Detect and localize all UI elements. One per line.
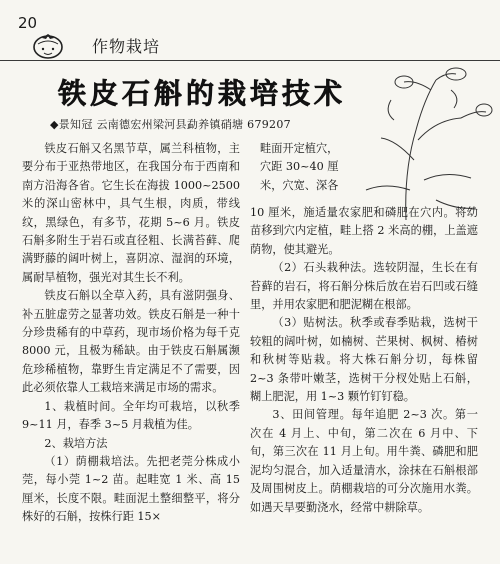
section-title: 作物栽培 — [92, 37, 161, 56]
paragraph: （3）贴树法。秋季或春季贴栽，选树干较粗的阔叶树，如楠树、芒果树、枫树、椿树和秋树等贴栽。将大株石斛分切，每株留 2~3 条带叶嫩茎，选树干分杈处贴上石斛，糊上肥泥，用 1~3 颗竹钉钉稳。 — [250, 316, 478, 404]
paragraph: （2）石头栽种法。选较阴湿，生长在有苔藓的岩石，将石斛分株后放在岩石凹或石缝里，并用农家肥和肥泥糊在根部。 — [250, 261, 478, 312]
text-line: 畦面开定植穴， — [260, 142, 339, 155]
tomato-logo-icon — [28, 30, 68, 60]
paragraph: 1、栽植时间。全年均可栽培，以秋季 9~11 月，春季 3~5 月栽植为佳。 — [22, 399, 240, 432]
article-title: 铁皮石斛的栽培技术 — [58, 77, 347, 110]
paragraph: 3、田间管理。每年追肥 2~3 次。第一次在 4 月上、中旬，第二次在 6 月中、下旬，第三次在 11 月上旬。用牛粪、磷肥和肥泥均匀混合，加入适量清水，涂抹在石斛根部及周围树皮上。荫棚栽培的可分次施用水粪。如遇天旱要勤浇水，经常中耕除草。 — [250, 408, 478, 514]
right-top-column — [260, 140, 360, 195]
text-line: 穴距 30~40 厘 — [260, 160, 339, 174]
right-column — [250, 204, 478, 517]
article-byline: ◆景知冠 云南德宏州梁河县勐养镇硝塘 679207 — [50, 118, 291, 131]
paragraph: 10 厘米，施适量农家肥和磷肥在穴内。将幼苗移到穴内定植，畦上搭 2 米高的棚，上盖遮荫物，使其避光。 — [250, 206, 478, 256]
page-number: 20 — [18, 14, 38, 32]
paragraph: 2、栽培方法 — [44, 436, 108, 450]
left-column — [22, 140, 240, 527]
paragraph: （1）荫棚栽培法。先把老莞分株成小莞，每小莞 1~2 苗。起畦宽 1 米、高 15 厘米，长度不限。畦面泥土整细整平，将分株好的石斛，按株行距 15× — [22, 454, 240, 524]
text-line: 米，穴宽、深各 — [260, 178, 339, 192]
paragraph: 铁皮石斛又名黑节草，属兰科植物，主要分布于亚热带地区，在我国分布于西南和南方沿海各省。它生长在海拔 1000~2500 米的深山密林中，具气生根，肉质，带线纹，黑绿色，有多节，花期 5~6 月。铁皮石斛多附生于岩石或直径粗、长满苔藓、爬满野藤的阔叶树上，喜阴凉、湿润的环境，属耐旱植物，强光对其生长不利。 — [22, 142, 240, 284]
page-header — [0, 0, 500, 62]
paragraph: 铁皮石斛以全草入药，具有滋阴强身、补五脏虚劳之显著功效。铁皮石斛是一种十分珍贵稀有的中草药，现市场价格为每千克 8000 元，且极为稀缺。由于铁皮石斛属濒危珍稀植物，靠野生肯定满足不了需要，因此必须依靠人工栽培来满足市场的需求。 — [22, 289, 240, 395]
